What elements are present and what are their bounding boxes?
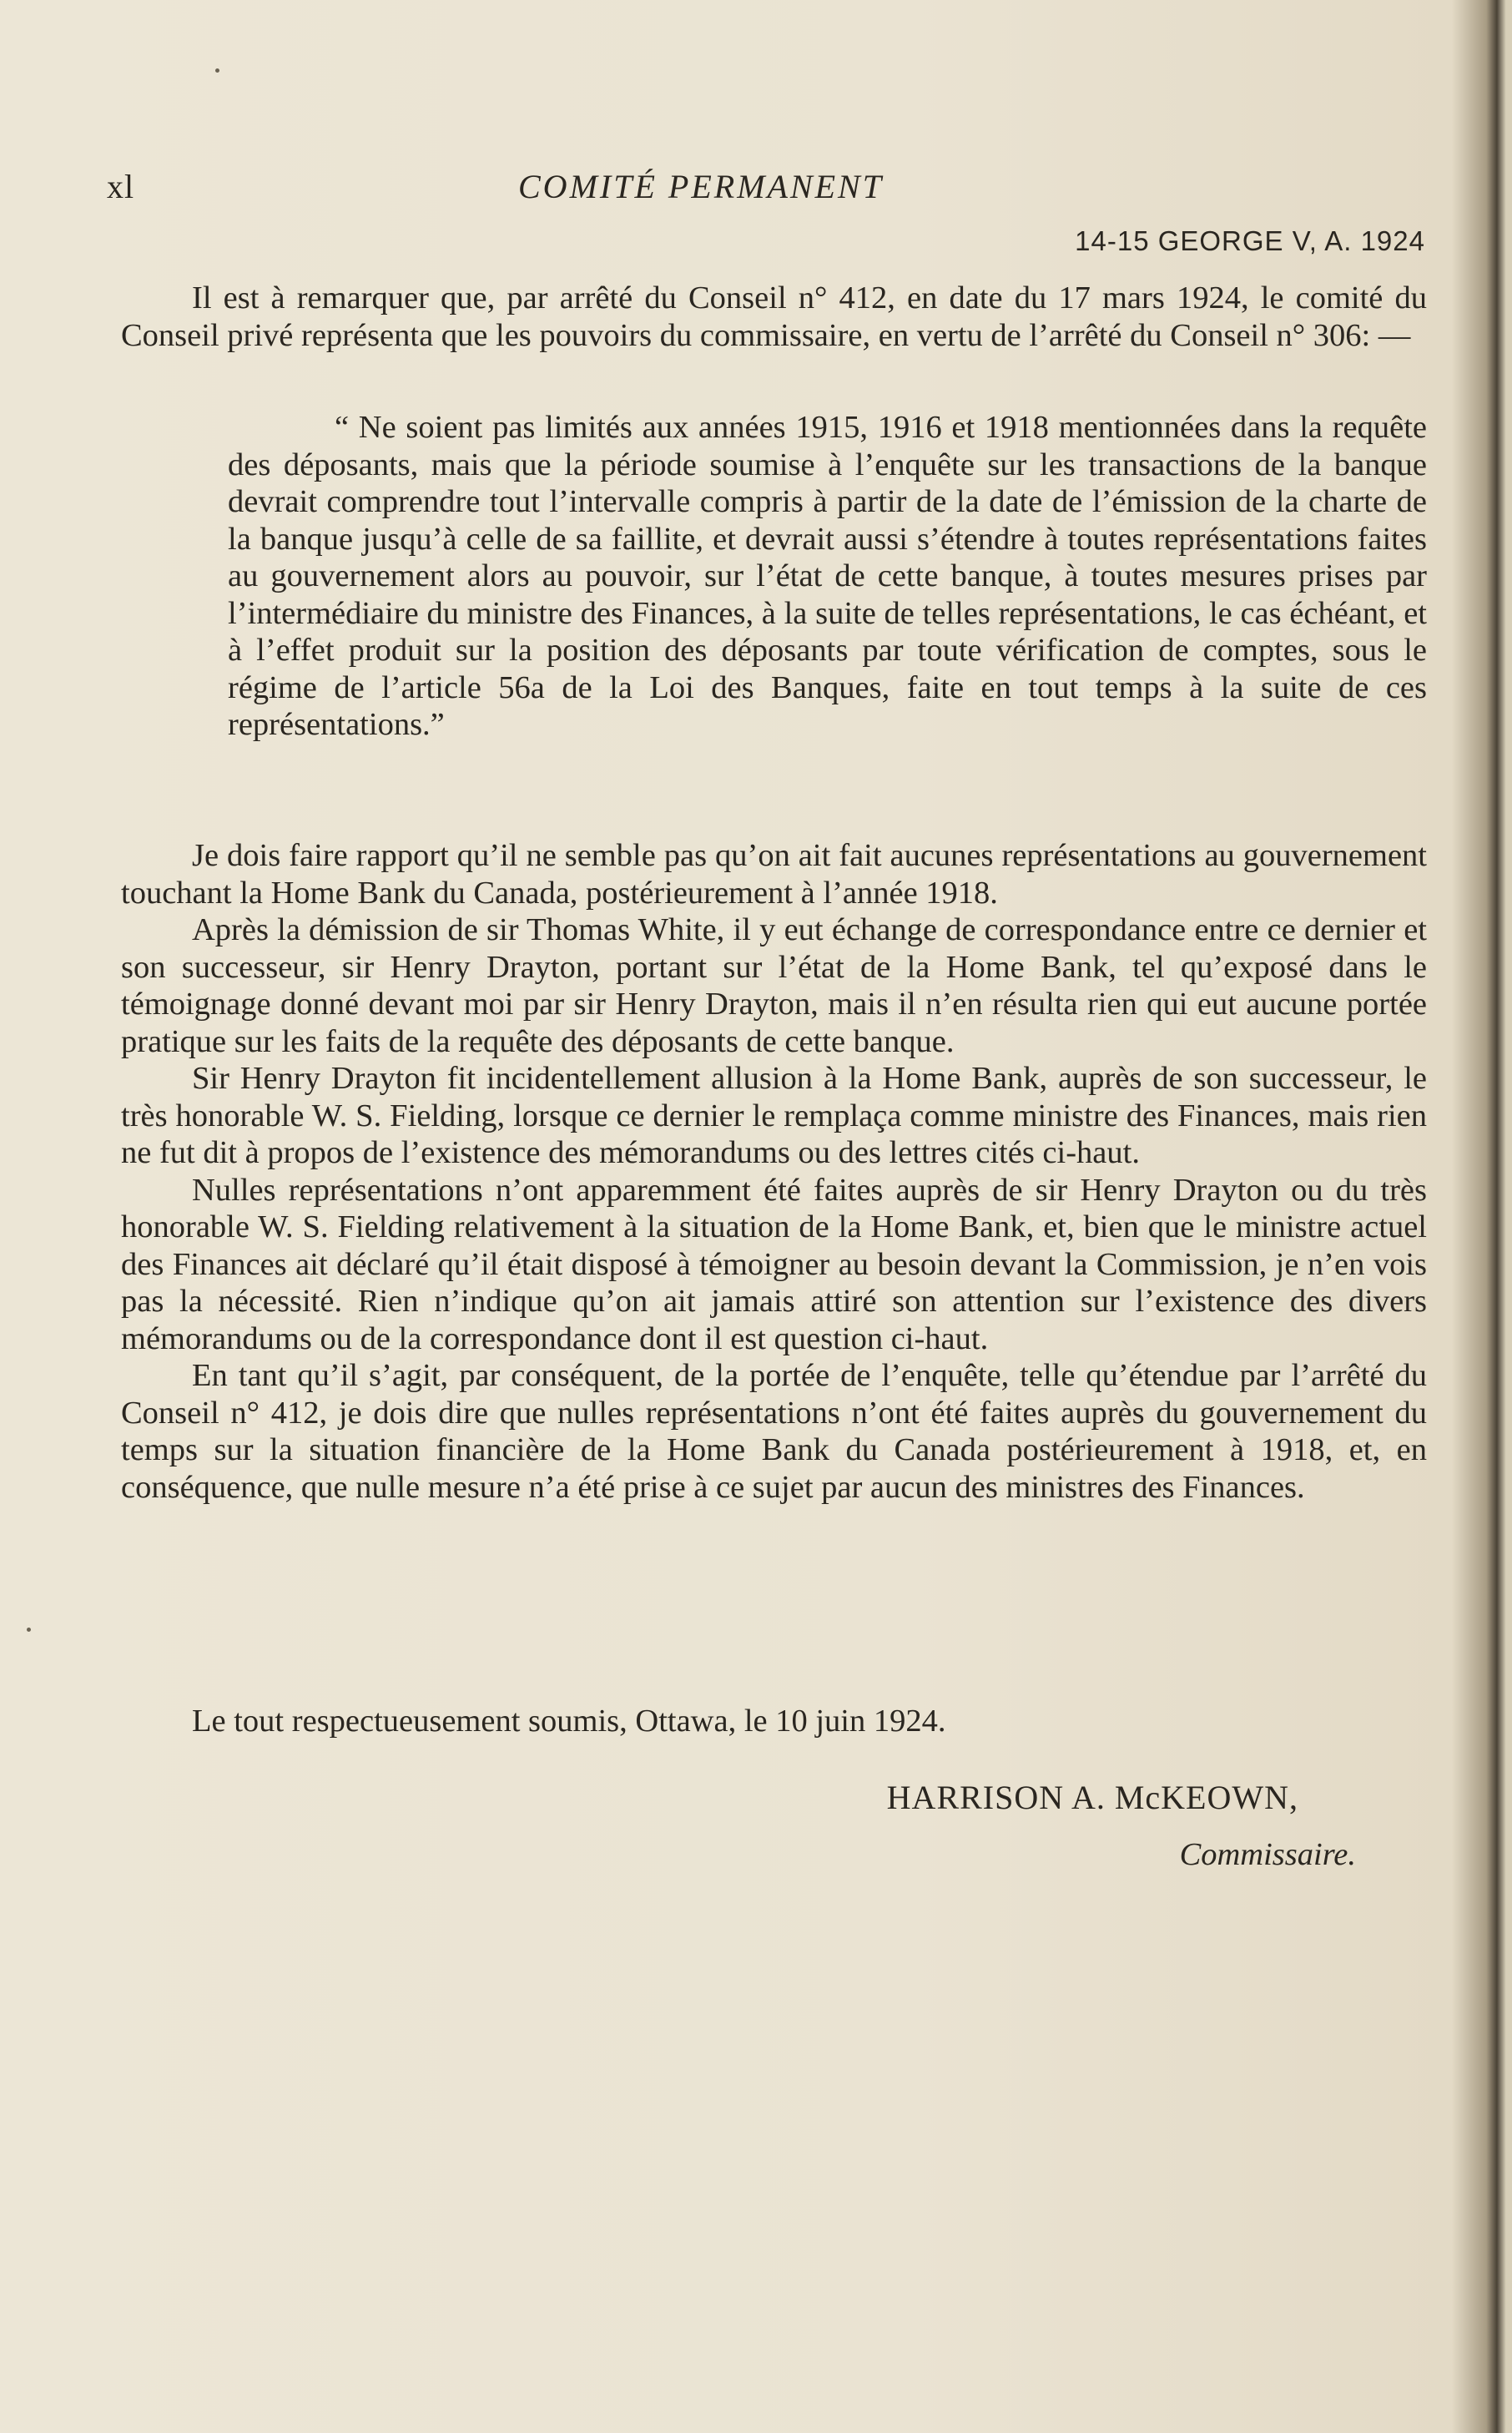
quoted-order [228, 409, 1427, 744]
volume-line: 14-15 GEORGE V, A. 1924 [1075, 225, 1425, 256]
speck-mark [27, 1628, 31, 1632]
body-paragraph: Sir Henry Drayton fit incidentellement allusion à la Home Bank, auprès de son successeur, le très honorable W. S. Fielding, lorsque ce dernier le remplaça comme ministre des Finances, mais rien ne fut dit à propos de l’existence des mémorandums ou des lettres cités ci-haut. [121, 1061, 1427, 1170]
report-body [121, 837, 1427, 1506]
signature-name: HARRISON A. McKEOWN, [886, 1779, 1298, 1816]
body-paragraph: Je dois faire rapport qu’il ne semble pas qu’on ait fait aucunes représentations au gouvernement touchant la Home Bank du Canada, postérieurement à l’année 1918. [121, 838, 1427, 911]
page-number: xl [107, 168, 135, 205]
speck-mark [215, 68, 219, 73]
intro-block [121, 280, 1427, 354]
intro-paragraph: Il est à remarquer que, par arrêté du Conseil n° 412, en date du 17 mars 1924, le comité du Conseil privé représenta que les pouvoirs du commissaire, en vertu de l’arrêté du Conseil n° 306: — [121, 280, 1427, 353]
closing-line: Le tout respectueusement soumis, Ottawa, le 10 juin 1924. [192, 1704, 946, 1739]
body-paragraph: En tant qu’il s’agit, par conséquent, de la portée de l’enquête, telle qu’étendue par l’arrêté du Conseil n° 412, je dois dire que nulles représentations n’ont été faites auprès du gouvernement du temps sur la situation financière de la Home Bank du Canada postérieurement à 1918, et, en conséquence, que nulle mesure n’a été prise à ce sujet par aucun des ministres des Finances. [121, 1358, 1427, 1505]
body-paragraph: Nulles représentations n’ont apparemment été faites auprès de sir Henry Drayton ou du très honorable W. S. Fielding relativement à la situation de la Home Bank, et, bien que le ministre actuel des Finances ait déclaré qu’il était disposé à témoigner au besoin devant la Commission, je n’en vois pas la nécessité. Rien n’indique qu’on ait jamais attiré son attention sur l’existence des divers mémorandums ou de la correspondance dont il est question ci-haut. [121, 1172, 1427, 1356]
signature-title: Commissaire. [1179, 1837, 1356, 1872]
body-paragraph: Après la démission de sir Thomas White, il y eut échange de correspondance entre ce dernier et son successeur, sir Henry Drayton, portant sur l’état de la Home Bank, tel qu’exposé dans le témoignage donné devant moi par sir Henry Drayton, mais il n’en résulta rien qui eut aucune portée pratique sur les faits de la requête des déposants de cette banque. [121, 912, 1427, 1059]
quote-paragraph: “ Ne soient pas limités aux années 1915, 1916 et 1918 mentionnées dans la requête des déposants, mais que la période soumise à l’enquête sur les transactions de la banque devrait comprendre tout l’intervalle compris à partir de la date de l’émission de la charte de la banque jusqu’à celle de sa faillite, et devrait aussi s’étendre à toutes représentations faites au gouvernement alors au pouvoir, sur l’état de cette banque, à toutes mesures prises par l’intermédiaire du ministre des Finances, à la suite de telles représentations, le cas échéant, et à l’effet produit sur la position des déposants par toute vérification de comptes, sous le régime de l’article 56a de la Loi des Banques, faite en tout temps à la suite de ces représentations.” [228, 410, 1427, 742]
running-title: COMITÉ PERMANENT [518, 168, 884, 205]
